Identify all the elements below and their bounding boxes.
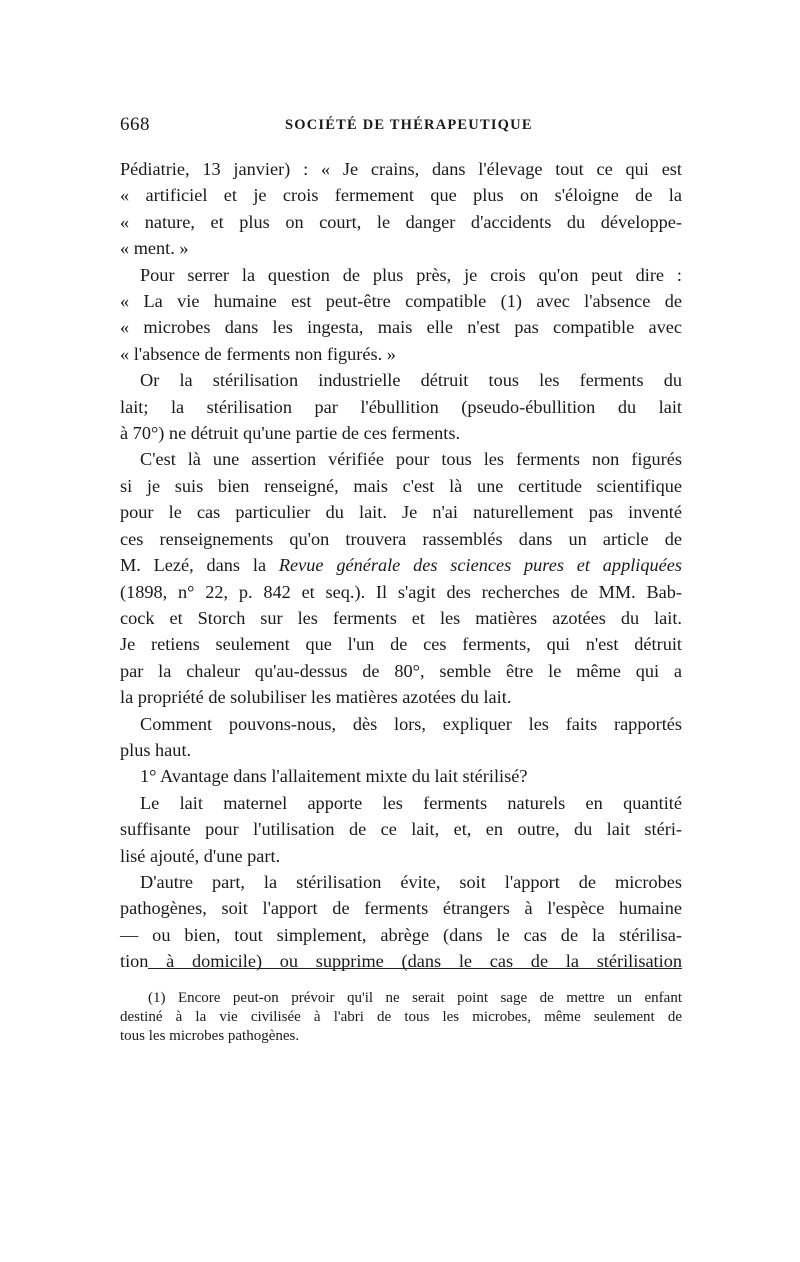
text-line: — ou bien, tout simplement, abrège (dans le cas de la stérilisa- xyxy=(120,924,682,945)
footnote xyxy=(120,989,682,1046)
text-line: si je suis bien renseigné, mais c'est là une certitude scientifique xyxy=(120,475,682,496)
text-line: tion à domicile) ou supprime (dans le cas de la stérilisation xyxy=(120,951,682,972)
body-text xyxy=(120,156,682,975)
text-line: la propriété de solubiliser les matières azotées du lait. xyxy=(120,687,512,708)
text-line: 1° Avantage dans l'allaitement mixte du lait stérilisé? xyxy=(140,766,528,787)
text-line: « nature, et plus on court, le danger d'accidents du développe- xyxy=(120,211,682,232)
running-title: SOCIÉTÉ DE THÉRAPEUTIQUE xyxy=(285,117,533,133)
text-line: Comment pouvons-nous, dès lors, expliquer les faits rapportés xyxy=(140,713,682,734)
text-line: D'autre part, la stérilisation évite, soit l'apport de microbes xyxy=(140,871,682,892)
text-line: pour le cas particulier du lait. Je n'ai naturellement pas inventé xyxy=(120,502,682,523)
text-line: par la chaleur qu'au-dessus de 80°, semble être le même qui a xyxy=(120,660,682,681)
text-line: Or la stérilisation industrielle détruit tous les ferments du xyxy=(140,370,682,391)
text-line: Le lait maternel apporte les ferments naturels en quantité xyxy=(140,792,682,813)
text-line: « artificiel et je crois fermement que plus on s'éloigne de la xyxy=(120,185,682,206)
text-line: à 70°) ne détruit qu'une partie de ces ferments. xyxy=(120,423,461,444)
text-line: « microbes dans les ingesta, mais elle n'est pas compatible avec xyxy=(120,317,682,338)
text-line: Je retiens seulement que l'un de ces ferments, qui n'est détruit xyxy=(120,634,682,655)
text-line: Pédiatrie, 13 janvier) : « Je crains, dans l'élevage tout ce qui est xyxy=(120,159,682,179)
text-line: (1) Encore peut-on prévoir qu'il ne serait point sage de mettre un enfant xyxy=(148,990,682,1006)
page-header xyxy=(120,114,680,138)
text-line: ces renseignements qu'on trouvera rassemblés dans un article de xyxy=(120,528,682,549)
text-line: « La vie humaine est peut-être compatible (1) avec l'absence de xyxy=(120,291,682,312)
text-line: M. Lezé, dans la Revue générale des sciences pures et appliquées xyxy=(120,555,682,576)
footnote-separator xyxy=(148,968,682,969)
text-line: « l'absence de ferments non figurés. » xyxy=(120,343,396,364)
text-line: pathogènes, soit l'apport de ferments étrangers à l'espèce humaine xyxy=(120,898,682,919)
text-line: (1898, n° 22, p. 842 et seq.). Il s'agit des recherches de MM. Bab- xyxy=(120,581,682,602)
text-line: « ment. » xyxy=(120,238,189,259)
text-line: Pour serrer la question de plus près, je crois qu'on peut dire : xyxy=(140,264,682,285)
text-line: plus haut. xyxy=(120,739,192,760)
text-line: destiné à la vie civilisée à l'abri de tous les microbes, même seulement de xyxy=(120,1009,682,1025)
text-line: suffisante pour l'utilisation de ce lait, et, en outre, du lait stéri- xyxy=(120,819,682,840)
text-line: C'est là une assertion vérifiée pour tous les ferments non figurés xyxy=(140,449,682,470)
text-line: tous les microbes pathogènes. xyxy=(120,1028,300,1044)
text-line: cock et Storch sur les ferments et les matières azotées du lait. xyxy=(120,607,682,628)
text-line: lait; la stérilisation par l'ébullition (pseudo-ébullition du lait xyxy=(120,396,682,417)
page-number: 668 xyxy=(120,114,150,135)
journal-title: Revue générale des sciences pures et appliquées xyxy=(278,555,682,576)
text-line: lisé ajouté, d'une part. xyxy=(120,845,281,866)
